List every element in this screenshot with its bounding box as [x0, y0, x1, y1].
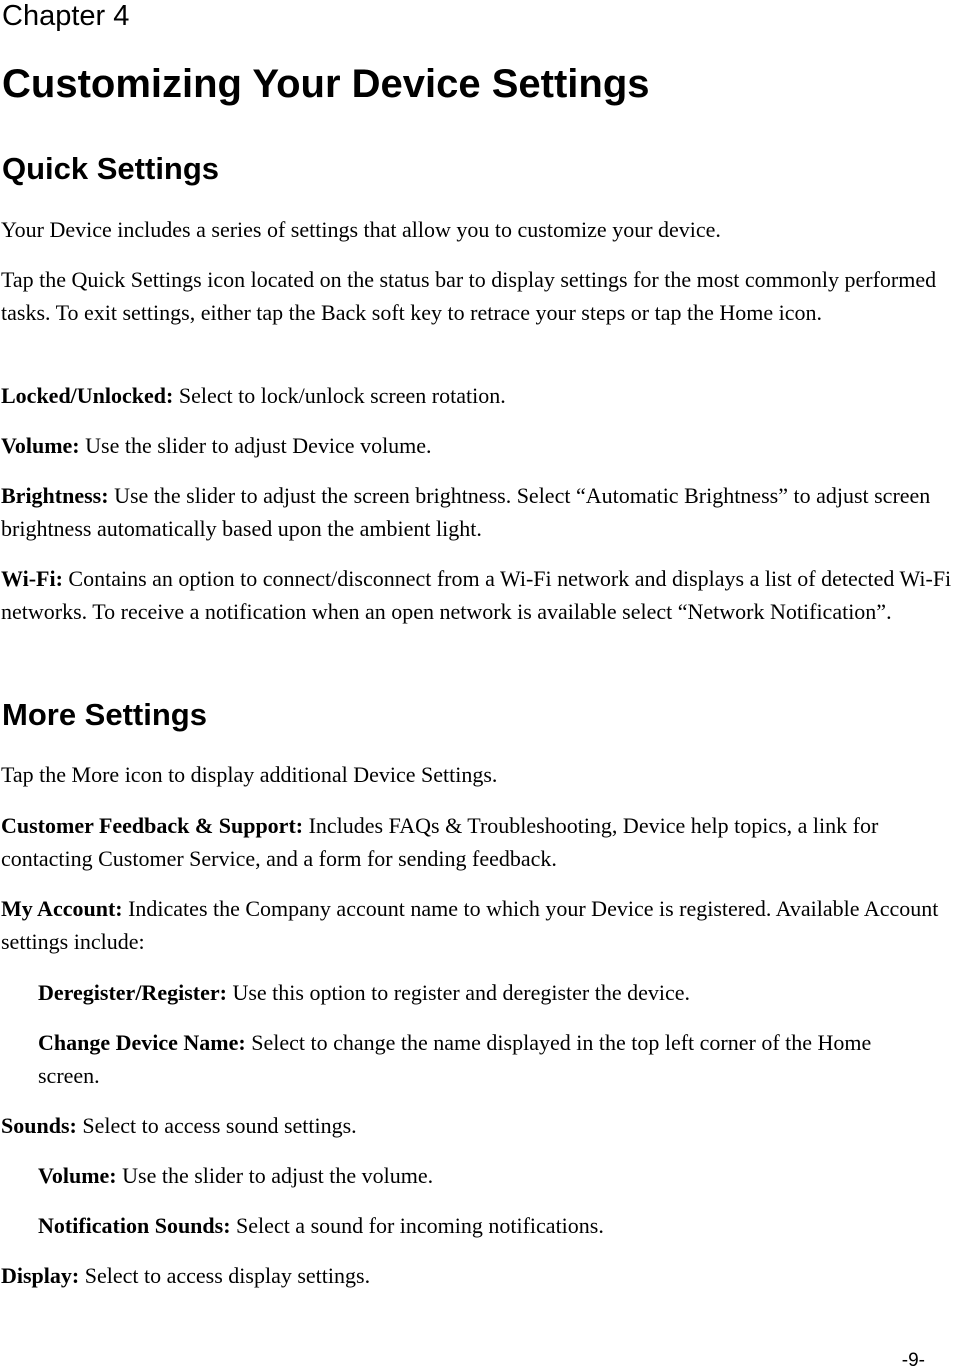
chapter-label: Chapter 4	[2, 0, 130, 32]
setting-description: Select to access display settings.	[79, 1263, 371, 1288]
setting-term: Locked/Unlocked:	[1, 383, 174, 408]
setting-notification-sounds	[38, 1209, 938, 1242]
setting-term: Sounds:	[1, 1113, 77, 1138]
setting-sounds	[1, 1109, 963, 1142]
more-settings-intro: Tap the More icon to display additional Device Settings.	[1, 762, 498, 787]
setting-deregister-register	[38, 976, 938, 1009]
setting-description: Use the slider to adjust Device volume.	[79, 433, 432, 458]
setting-term: Change Device Name:	[38, 1030, 246, 1055]
setting-locked-unlocked	[1, 379, 963, 412]
quick-settings-intro: Your Device includes a series of settings that allow you to customize your device.	[1, 217, 721, 242]
setting-wifi	[1, 562, 963, 628]
setting-display	[1, 1259, 963, 1292]
setting-term: Display:	[1, 1263, 80, 1288]
setting-description: Use the slider to adjust the volume.	[116, 1163, 434, 1188]
setting-description: Select to lock/unlock screen rotation.	[173, 383, 506, 408]
setting-brightness	[1, 479, 963, 545]
setting-my-account	[1, 892, 963, 958]
page-number: -9-	[901, 1350, 925, 1371]
setting-description: Select to change the name displayed in the top left corner of the Home screen.	[38, 1030, 872, 1088]
setting-term: Deregister/Register:	[38, 980, 227, 1005]
setting-description: Select a sound for incoming notifications.	[230, 1213, 604, 1238]
setting-sounds-volume	[38, 1159, 938, 1192]
setting-term: Volume:	[1, 433, 80, 458]
setting-volume	[1, 429, 963, 462]
setting-term: Brightness:	[1, 483, 109, 508]
chapter-title: Customizing Your Device Settings	[2, 62, 650, 106]
setting-customer-feedback-support	[1, 809, 963, 875]
setting-change-device-name	[38, 1026, 938, 1092]
setting-term: Notification Sounds:	[38, 1213, 231, 1238]
setting-description: Indicates the Company account name to which your Device is registered. Available Account settings include:	[1, 896, 939, 954]
setting-description: Use this option to register and deregister the device.	[226, 980, 691, 1005]
setting-term: Wi-Fi:	[1, 566, 63, 591]
setting-term: My Account:	[1, 896, 123, 921]
setting-term: Customer Feedback & Support:	[1, 813, 304, 838]
setting-description: Contains an option to connect/disconnect from a Wi-Fi network and displays a list of detected Wi-Fi networks. To receive a notification when an open network is available select “Network Notification”.	[1, 566, 952, 624]
setting-term: Volume:	[38, 1163, 117, 1188]
section-heading-quick-settings: Quick Settings	[2, 151, 220, 186]
setting-description: Select to access sound settings.	[76, 1113, 357, 1138]
quick-settings-tap-instructions: Tap the Quick Settings icon located on the status bar to display settings for the most commonly performed tasks. To exit settings, either tap the Back soft key to retrace your steps or tap the Home icon.	[1, 267, 937, 325]
setting-description: Use the slider to adjust the screen brightness. Select “Automatic Brightness” to adjust screen brightness automatically based upon the ambient light.	[1, 483, 931, 541]
section-heading-more-settings: More Settings	[2, 697, 207, 732]
setting-description: Includes FAQs & Troubleshooting, Device help topics, a link for contacting Customer Service, and a form for sending feedback.	[1, 813, 879, 871]
